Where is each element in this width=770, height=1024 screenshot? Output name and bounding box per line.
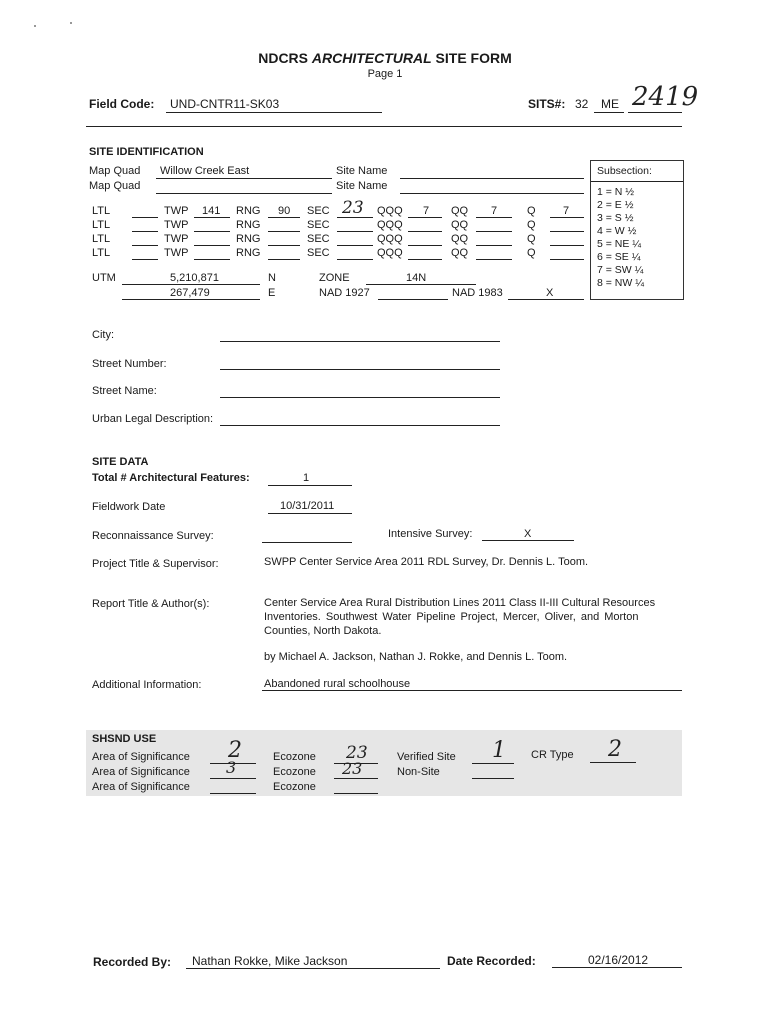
- ltl-label: LTL: [92, 205, 111, 217]
- additional-info-value: Abandoned rural schoolhouse: [264, 678, 411, 690]
- qq-label: QQ: [451, 205, 469, 217]
- map-quad-value: Willow Creek East: [160, 165, 250, 177]
- ltl-label: LTL: [92, 233, 111, 245]
- q-label: Q: [527, 219, 536, 231]
- qqq-line: [408, 231, 442, 232]
- rng-line: [268, 259, 300, 260]
- utm-north-line: [122, 284, 260, 285]
- city-label: City:: [92, 329, 114, 341]
- site-name-label: Site Name: [336, 180, 388, 192]
- cr-type-value-handwritten: 2: [608, 737, 622, 762]
- sits-county: ME: [601, 97, 619, 111]
- q-line: [550, 245, 584, 246]
- q-label: Q: [527, 233, 536, 245]
- qq-line: [476, 259, 512, 260]
- nad1983-line: [508, 299, 584, 300]
- map-quad-line: [156, 178, 332, 179]
- recorded-by-label: Recorded By:: [93, 955, 172, 969]
- ltl-line: [132, 217, 158, 218]
- report-line-2: Inventories. Southwest Water Pipeline Project, Mercer, Oliver, and Morton: [264, 611, 639, 623]
- rng-label: RNG: [236, 205, 261, 217]
- sits-number-line: [628, 112, 682, 113]
- twp-line: [194, 259, 230, 260]
- ecozone-line: [334, 793, 378, 794]
- street-name-line: [220, 397, 500, 398]
- area-of-significance-value-handwritten: 2: [228, 738, 242, 763]
- ecozone-value-handwritten: 23: [342, 759, 363, 778]
- nad1927-line: [378, 299, 448, 300]
- urban-legal-label: Urban Legal Description:: [92, 413, 214, 425]
- qqq-line: [408, 245, 442, 246]
- qqq-label: QQQ: [377, 233, 403, 245]
- q-label: Q: [527, 205, 536, 217]
- form-title: NDCRS ARCHITECTURAL SITE FORM: [258, 50, 512, 66]
- subsection-item: 7 = SW ¼: [597, 264, 644, 276]
- qq-line: [476, 231, 512, 232]
- urban-legal-line: [220, 425, 500, 426]
- report-line-1: Center Service Area Rural Distribution Lines 2011 Class II-III Cultural Resources: [264, 597, 656, 609]
- q-value: 7: [563, 205, 570, 217]
- ltl-label: LTL: [92, 247, 111, 259]
- area-of-significance-line: [210, 793, 256, 794]
- subsection-item: 8 = NW ¼: [597, 277, 644, 289]
- verified-site-label: Verified Site: [397, 751, 456, 763]
- ltl-label: LTL: [92, 219, 111, 231]
- additional-info-line: [262, 690, 682, 691]
- recon-survey-line: [262, 542, 352, 543]
- rng-line: [268, 231, 300, 232]
- sec-label: SEC: [307, 205, 330, 217]
- intensive-survey-label: Intensive Survey:: [388, 528, 473, 540]
- zone-label: ZONE: [319, 272, 350, 284]
- sec-label: SEC: [307, 247, 330, 259]
- ecozone-label: Ecozone: [273, 781, 316, 793]
- site-name-line: [400, 193, 584, 194]
- twp-label: TWP: [164, 219, 189, 231]
- report-label: Report Title & Author(s):: [92, 598, 210, 610]
- utm-north-value: 5,210,871: [170, 272, 219, 284]
- subsection-item: 3 = S ½: [597, 212, 634, 224]
- sits-label: SITS#:: [528, 97, 566, 111]
- ltl-line: [132, 245, 158, 246]
- utm-east-line: [122, 299, 260, 300]
- total-features-line: [268, 485, 352, 486]
- qq-label: QQ: [451, 247, 469, 259]
- twp-label: TWP: [164, 233, 189, 245]
- project-label: Project Title & Supervisor:: [92, 558, 219, 570]
- report-authors: by Michael A. Jackson, Nathan J. Rokke, and Dennis L. Toom.: [264, 651, 568, 663]
- qqq-line: [408, 217, 442, 218]
- qqq-label: QQQ: [377, 247, 403, 259]
- utm-n-label: N: [268, 272, 276, 284]
- street-number-label: Street Number:: [92, 358, 167, 370]
- map-quad-label: Map Quad: [89, 165, 141, 177]
- sec-line: [337, 231, 373, 232]
- shsnd-heading: SHSND USE: [92, 733, 157, 745]
- area-of-significance-label: Area of Significance: [92, 766, 190, 778]
- street-number-line: [220, 369, 500, 370]
- area-of-significance-label: Area of Significance: [92, 751, 190, 763]
- ecozone-line: [334, 778, 378, 779]
- field-code-line: [166, 112, 382, 113]
- total-features-value: 1: [303, 472, 310, 484]
- q-line: [550, 217, 584, 218]
- site-name-label: Site Name: [336, 165, 388, 177]
- header-rule: [86, 126, 682, 127]
- twp-value: 141: [202, 205, 221, 217]
- additional-info-label: Additional Information:: [92, 679, 202, 691]
- scan-speck: [34, 25, 36, 27]
- zone-line: [366, 284, 476, 285]
- subsection-item: 1 = N ½: [597, 186, 635, 198]
- date-recorded-label: Date Recorded:: [447, 954, 536, 968]
- sec-label: SEC: [307, 233, 330, 245]
- subsection-item: 6 = SE ¼: [597, 251, 641, 263]
- sec-line: [337, 217, 373, 218]
- total-features-label: Total # Architectural Features:: [92, 472, 250, 484]
- fieldwork-date-label: Fieldwork Date: [92, 501, 166, 513]
- rng-label: RNG: [236, 233, 261, 245]
- verified-site-value-handwritten: 1: [492, 738, 506, 763]
- rng-label: RNG: [236, 247, 261, 259]
- fieldwork-date-line: [268, 513, 352, 514]
- subsection-title: Subsection:: [597, 165, 652, 177]
- sits-number-handwritten: 2419: [632, 82, 699, 112]
- non-site-label: Non-Site: [397, 766, 440, 778]
- recorded-by-value: Nathan Rokke, Mike Jackson: [192, 954, 348, 968]
- qqq-value: 7: [423, 205, 430, 217]
- qq-line: [476, 217, 512, 218]
- nad1927-label: NAD 1927: [319, 287, 370, 299]
- subsection-item: 2 = E ½: [597, 199, 634, 211]
- ecozone-value-handwritten: 23: [346, 743, 368, 763]
- recon-survey-label: Reconnaissance Survey:: [92, 530, 214, 542]
- sits-prefix: 32: [575, 97, 589, 111]
- nad1983-label: NAD 1983: [452, 287, 503, 299]
- twp-label: TWP: [164, 247, 189, 259]
- qq-value: 7: [491, 205, 498, 217]
- sec-line: [337, 259, 373, 260]
- street-name-label: Street Name:: [92, 385, 157, 397]
- qqq-line: [408, 259, 442, 260]
- area-of-significance-line: [210, 778, 256, 779]
- map-quad-line: [156, 193, 332, 194]
- qqq-label: QQQ: [377, 219, 403, 231]
- ecozone-label: Ecozone: [273, 751, 316, 763]
- rng-line: [268, 217, 300, 218]
- twp-label: TWP: [164, 205, 189, 217]
- recorded-by-line: [186, 968, 440, 969]
- nad1983-value: X: [546, 287, 554, 299]
- intensive-survey-line: [482, 540, 574, 541]
- area-of-significance-value-handwritten: 3: [226, 758, 237, 777]
- date-recorded-line: [552, 967, 682, 968]
- site-name-line: [400, 178, 584, 179]
- sits-county-line: [594, 112, 624, 113]
- sec-line: [337, 245, 373, 246]
- report-line-3: Counties, North Dakota.: [264, 625, 382, 637]
- subsection-item: 5 = NE ¼: [597, 238, 642, 250]
- zone-value: 14N: [406, 272, 427, 284]
- ltl-line: [132, 231, 158, 232]
- rng-line: [268, 245, 300, 246]
- ecozone-label: Ecozone: [273, 766, 316, 778]
- page-number: Page 1: [367, 68, 403, 80]
- field-code-label: Field Code:: [89, 97, 155, 111]
- sec-value-handwritten: 23: [342, 198, 364, 218]
- non-site-line: [472, 778, 514, 779]
- qq-label: QQ: [451, 219, 469, 231]
- utm-label: UTM: [92, 272, 116, 284]
- qq-line: [476, 245, 512, 246]
- field-code-value: UND-CNTR11-SK03: [170, 97, 280, 111]
- q-line: [550, 259, 584, 260]
- q-line: [550, 231, 584, 232]
- subsection-legend: [590, 160, 684, 300]
- verified-site-line: [472, 763, 514, 764]
- twp-line: [194, 245, 230, 246]
- rng-value: 90: [278, 205, 291, 217]
- map-quad-label: Map Quad: [89, 180, 141, 192]
- qqq-label: QQQ: [377, 205, 403, 217]
- cr-type-line: [590, 762, 636, 763]
- area-of-significance-label: Area of Significance: [92, 781, 190, 793]
- city-line: [220, 341, 500, 342]
- date-recorded-value: 02/16/2012: [588, 953, 649, 967]
- cr-type-label: CR Type: [531, 749, 574, 761]
- sec-label: SEC: [307, 219, 330, 231]
- rng-label: RNG: [236, 219, 261, 231]
- utm-east-value: 267,479: [170, 287, 210, 299]
- subsection-title-rule: [591, 181, 683, 182]
- ltl-line: [132, 259, 158, 260]
- utm-e-label: E: [268, 287, 276, 299]
- twp-line: [194, 217, 230, 218]
- intensive-survey-value: X: [524, 528, 532, 540]
- q-label: Q: [527, 247, 536, 259]
- site-data-heading: SITE DATA: [92, 456, 149, 468]
- site-identification-heading: SITE IDENTIFICATION: [89, 146, 204, 158]
- twp-line: [194, 231, 230, 232]
- fieldwork-date-value: 10/31/2011: [280, 500, 335, 512]
- qq-label: QQ: [451, 233, 469, 245]
- subsection-item: 4 = W ½: [597, 225, 637, 237]
- project-value: SWPP Center Service Area 2011 RDL Survey, Dr. Dennis L. Toom.: [264, 556, 589, 568]
- scan-speck: [70, 22, 72, 24]
